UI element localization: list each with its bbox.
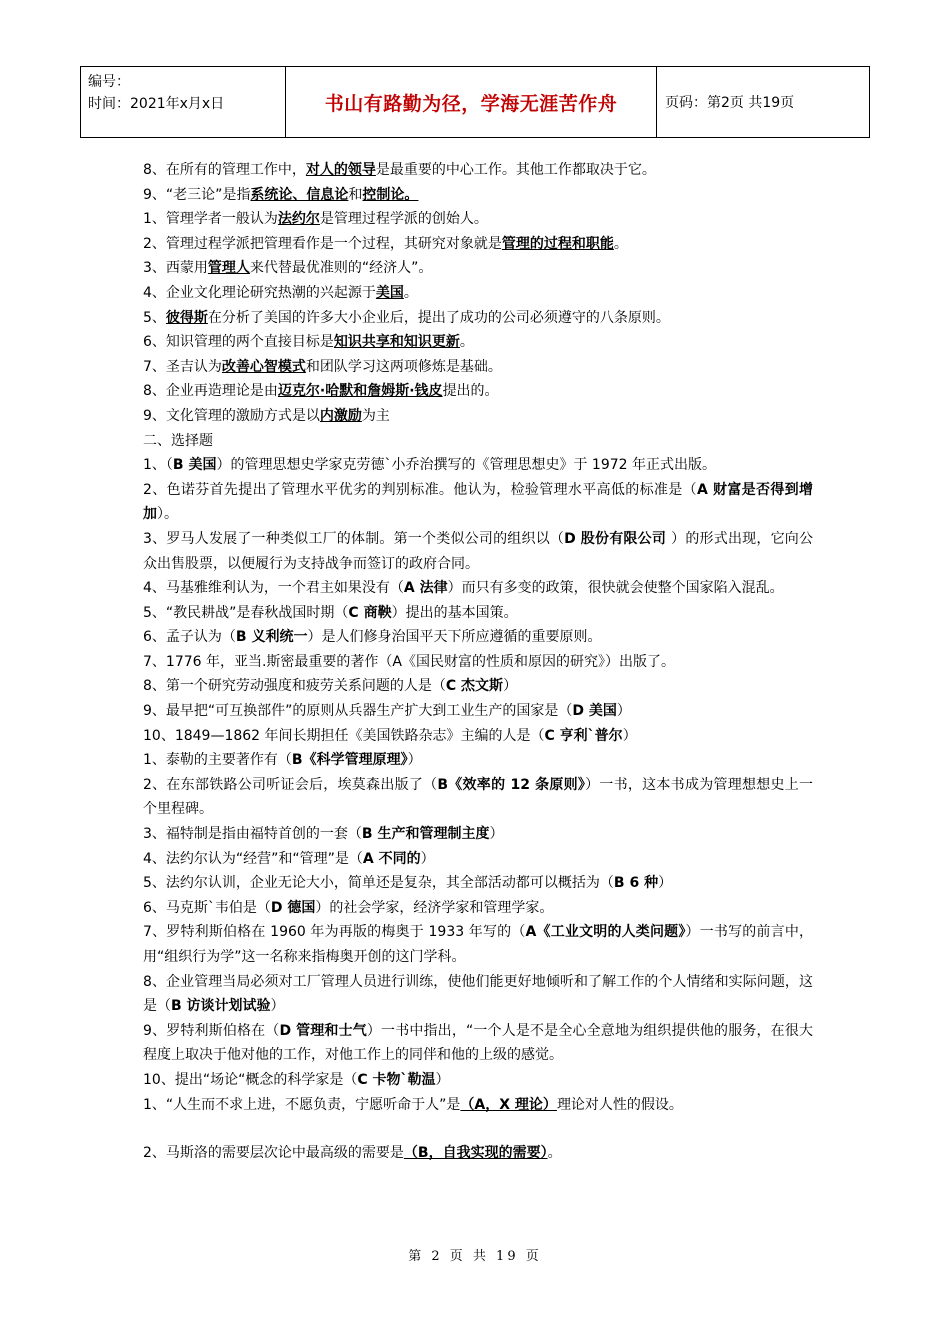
text-line: 4、企业文化理论研究热潮的兴起源于美国。: [143, 284, 418, 301]
text-line: 6、知识管理的两个直接目标是知识共享和知识更新。: [143, 334, 474, 351]
answer-text: C 亨利`普尔: [544, 727, 623, 744]
question-item: 3、福特制是指由福特首创的一套（B 生产和管理制主度）: [143, 826, 504, 843]
question-item: 4、法约尔认为“经营”和“管理”是（A 不同的）: [143, 850, 435, 867]
answer-text: 迈克尔·哈默和詹姆斯·钱皮: [277, 383, 443, 400]
question-item: 5、法约尔认训，企业无论大小，简单还是复杂，其全部活动都可以概括为（B 6 种）: [143, 875, 673, 892]
question-item: 10、提出“场论“概念的科学家是（C 卡物`勒温）: [143, 1071, 450, 1088]
answer-text: B 访谈计划试验: [171, 998, 271, 1015]
question-item: 10、1849—1862 年间长期担任《美国铁路杂志》主编的人是（C 亨利`普尔）: [143, 727, 637, 744]
answer-text: 知识共享和知识更新: [333, 334, 460, 351]
question-item: 8、第一个研究劳动强度和疲劳关系问题的人是（C 杰文斯）: [143, 678, 518, 695]
text-line: 9、“老三论”是指系统论、信息论和控制论。: [143, 186, 419, 203]
answer-text: A 财富是否得到增加: [143, 481, 814, 523]
answer-text: B《效率的 12 条原则》: [437, 776, 586, 793]
document-body: [143, 158, 813, 1166]
header-motto-cell: [286, 67, 657, 137]
header-page-label: 页码：第2页 共19页: [665, 95, 795, 111]
answer-text: 系统论、信息论: [250, 186, 349, 203]
question-item: 6、孟子认为（B 义利统一）是人们修身治国平天下所应遵循的重要原则。: [143, 629, 602, 646]
answer-text: 管理人: [207, 260, 250, 277]
question-item: 9、最早把“可互换部件”的原则从兵器生产扩大到工业生产的国家是（D 美国）: [143, 703, 631, 720]
answer-text: B 义利统一: [235, 629, 308, 646]
answer-text: C 卡物`勒温: [357, 1071, 436, 1088]
doc-number-label: 编号：: [88, 74, 130, 90]
question-item: 1、“人生而不求上进，不愿负责，宁愿听命于人”是（A，X 理论）理论对人性的假设。: [143, 1096, 683, 1113]
answer-text: D 股份有限公司: [564, 530, 672, 547]
blank-line: [143, 1117, 813, 1141]
text-line: 2、管理过程学派把管理看作是一个过程，其研究对象就是管理的过程和职能。: [143, 235, 628, 252]
text-line: 7、圣吉认为改善心智模式和团队学习这两项修炼是基础。: [143, 358, 502, 375]
question-item: 1、（B 美国）的管理思想史学家克劳德`小乔治撰写的《管理思想史》于 1972 年正式出版。: [143, 457, 716, 474]
answer-text: B 美国: [172, 457, 217, 474]
answer-text: 彼得斯: [165, 309, 208, 326]
answer-text: C 商鞅: [348, 604, 392, 621]
answer-text: A 不同的: [362, 850, 421, 867]
question-item: 8、企业管理当局必须对工厂管理人员进行训练，使他们能更好地倾听和了解工作的个人情绪和实际问题，这是（B 访谈计划试验）: [143, 973, 813, 1015]
answer-text: A《工业文明的人类问题》: [525, 924, 686, 941]
text-line: 3、西蒙用管理人来代替最优准则的“经济人”。: [143, 260, 433, 277]
answer-text: D 管理和士气: [279, 1022, 367, 1039]
doc-time-label: 时间：2021年x月x日: [88, 96, 225, 112]
answer-text: 控制论。: [362, 186, 419, 203]
answer-text: A 法律: [403, 580, 448, 597]
answer-text: B《科学管理原理》: [291, 752, 408, 769]
header-page-cell: [657, 67, 869, 137]
answer-text: （B，自我实现的需要）: [403, 1145, 548, 1162]
header-meta: [81, 67, 286, 137]
question-item: 4、马基雅维利认为，一个君主如果没有（A 法律）而只有多变的政策，很快就会使整个国家陷入混乱。: [143, 580, 784, 597]
footer-page-number: 第 2 页 共 19 页: [408, 1249, 542, 1264]
question-item: 5、“教民耕战”是春秋战国时期（C 商鞅）提出的基本国策。: [143, 604, 518, 621]
answer-text: 管理的过程和职能: [501, 235, 614, 252]
question-item: 2、马斯洛的需要层次论中最高级的需要是（B，自我实现的需要）。: [143, 1145, 562, 1162]
question-item: 6、马克斯`韦伯是（D 德国）的社会学家，经济学家和管理学家。: [143, 899, 554, 916]
section-heading: 二、选择题: [143, 432, 213, 449]
text-line: 5、彼得斯在分析了美国的许多大小企业后，提出了成功的公司必须遵守的八条原则。: [143, 309, 670, 326]
question-item: 7、1776 年，亚当.斯密最重要的著作（A《国民财富的性质和原因的研究》）出版了。: [143, 653, 676, 670]
text-line: 8、企业再造理论是由迈克尔·哈默和詹姆斯·钱皮提出的。: [143, 383, 499, 400]
answer-text: C 杰文斯: [445, 678, 504, 695]
page-footer: [0, 1245, 950, 1264]
motto-text: 书山有路勤为径，学海无涯苦作舟: [324, 92, 618, 115]
answer-text: 内激励: [319, 407, 362, 424]
answer-text: 改善心智模式: [221, 358, 306, 375]
answer-text: （A，X 理论）: [460, 1096, 557, 1113]
text-line: 8、在所有的管理工作中，对人的领导是最重要的中心工作。其他工作都取决于它。: [143, 162, 656, 178]
answer-text: D 美国: [572, 703, 617, 720]
text-line: 9、文化管理的激励方式是以内激励为主: [143, 407, 390, 424]
question-item: 7、罗特利斯伯格在 1960 年为再版的梅奥于 1933 年写的（A《工业文明的人类问题》）一书写的前言中，用“组织行为学”这一名称来指梅奥开创的这门学科。: [143, 924, 814, 965]
answer-text: 美国: [375, 284, 404, 301]
question-item: 3、罗马人发展了一种类似工厂的体制。第一个类似公司的组织以（D 股份有限公司 ）的形式出现，它向公众出售股票，以便履行为支持战争而签订的政府合同。: [143, 530, 814, 572]
question-item: 2、在东部铁路公司听证会后，埃莫森出版了（B《效率的 12 条原则》）一书，这本书成为管理想想史上一个里程碑。: [143, 776, 814, 818]
question-item: 9、罗特利斯伯格在（D 管理和士气）一书中指出，“一个人是不是全心全意地为组织提供他的服务，在很大程度上取决于他对他的工作，对他工作上的同伴和他的上级的感觉。: [143, 1022, 813, 1064]
answer-text: 法约尔: [277, 211, 320, 228]
answer-text: D 德国: [270, 899, 316, 916]
question-item: 1、泰勒的主要著作有（B《科学管理原理》）: [143, 752, 422, 769]
answer-text: B 6 种: [613, 875, 659, 892]
document-header: [80, 66, 870, 138]
text-line: 1、管理学者一般认为法约尔是管理过程学派的创始人。: [143, 211, 488, 228]
answer-text: 对人的领导: [305, 162, 376, 178]
question-item: 2、色诺芬首先提出了管理水平优劣的判别标准。他认为，检验管理水平高低的标准是（A 财富是否得到增加）。: [143, 481, 814, 523]
answer-text: B 生产和管理制主度: [361, 826, 490, 843]
